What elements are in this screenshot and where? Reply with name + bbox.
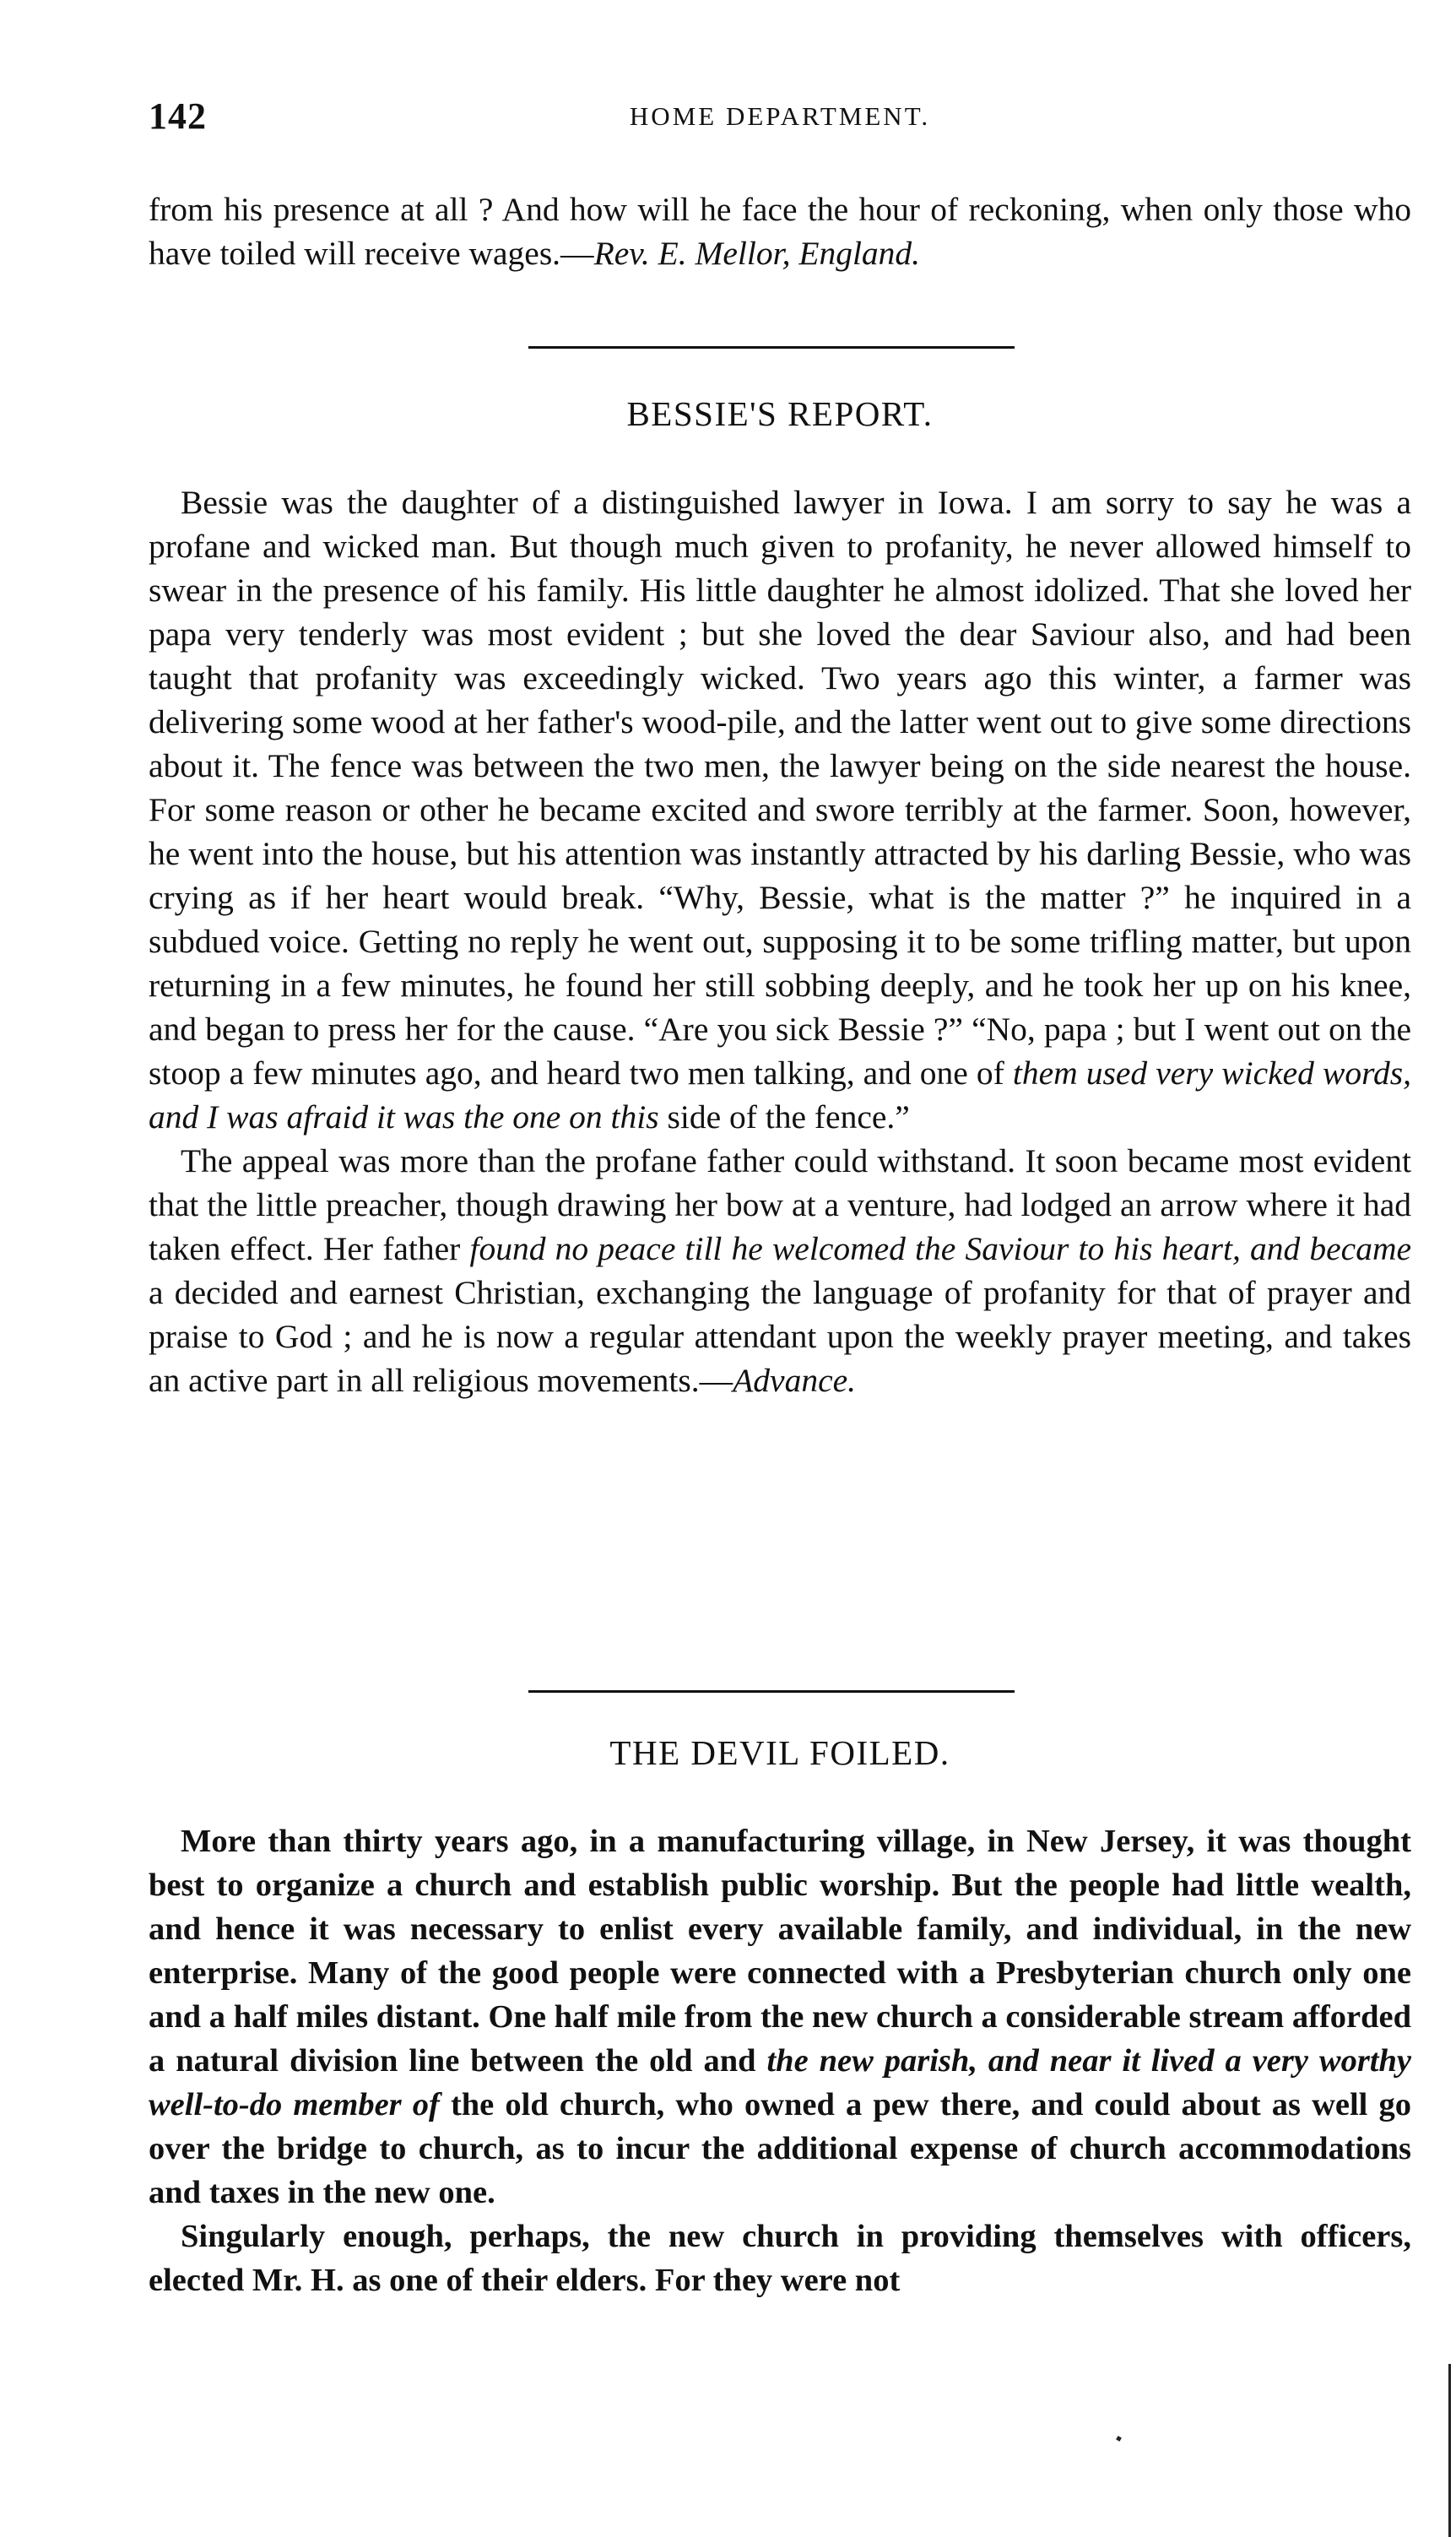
ink-speck: [1116, 2436, 1122, 2442]
paragraph-text: The appeal was more than the profane father could withstand. It soon became most evident that the little preacher, though drawing her bow at a venture, had lodged an arrow where it had taken effect. Her father: [149, 1142, 1411, 1267]
article-paragraph: Singularly enough, perhaps, the new church in providing themselves with officers, elected Mr. H. as one of their elders. For they were not: [149, 2219, 1411, 2298]
article-title: BESSIE'S REPORT.: [626, 394, 934, 433]
paragraph-text-end: a decided and earnest Christian, exchanging the language of profanity for that of prayer and praise to God ; and he is now a regular attendant upon the weekly prayer meeting, and takes an active part in all religious movements.—: [149, 1274, 1411, 1399]
paragraph-text-end: side of the fence.”: [667, 1098, 910, 1136]
paragraph-text: Bessie was the daughter of a distinguished lawyer in Iowa. I am sorry to say he was a profane and wicked man. But though much given to profanity, he never allowed himself to swear in the presence of his family. His little daughter he almost idolized. That she loved her papa very tenderly was most evident ; but she loved the dear Saviour also, and had been taught that profanity was exceedingly wicked. Two years ago this winter, a farmer was delivering some wood at her father's wood-pile, and the latter went out to give some directions about it. The fence was between the two men, the lawyer being on the side nearest the house. For some reason or other he became excited and swore terribly at the farmer. Soon, however, he went into the house, but his attention was instantly attracted by his darling Bessie, who was crying as if her heart would break. “Why, Bessie, what is the matter ?” he inquired in a subdued voice. Getting no reply he went out, supposing it to be some trifling matter, but upon returning in a few minutes, he found her still sobbing deeply, and he took her up on his knee, and began to press her for the cause. “Are you sick Bessie ?” “No, papa ; but I went out on the stoop a few minutes ago, and heard two men talking, and one of: [149, 484, 1411, 1092]
italic-text: the new parish, and near it lived a very worthy well-to-do member of: [149, 2043, 1412, 2122]
italic-text: them used very wicked words, and I was afraid it was the one on this: [149, 1054, 1411, 1136]
page-header: [149, 95, 1411, 145]
italic-text: found no peace till he welcomed the Saviour to his heart, and became: [469, 1230, 1412, 1267]
continuation-paragraph: [149, 187, 1411, 275]
running-head: HOME DEPARTMENT.: [629, 101, 931, 131]
continuation-body: from his presence at all ? And how will he face the hour of reckoning, when only those who have toiled will receive wages.—: [149, 191, 1411, 272]
article-paragraph: [149, 480, 1411, 1139]
continuation-text: [149, 187, 1411, 275]
article-paragraph: [149, 1819, 1411, 2214]
article-citation: Advance.: [733, 1362, 857, 1399]
section-divider: [528, 346, 1015, 349]
section-divider: [528, 1690, 1015, 1693]
article-paragraph: [149, 1139, 1411, 1402]
article-title: THE DEVIL FOILED.: [609, 1733, 950, 1772]
article-bessies-report: [149, 393, 1411, 1402]
paragraph-text-end: the old church, who owned a pew there, and could about as well go over the bridge to church, as to incur the additional expense of church accommodations and taxes in the new one.: [149, 2087, 1411, 2210]
paragraph-text: More than thirty years ago, in a manufacturing village, in New Jersey, it was thought best to organize a church and establish public worship. But the people had little wealth, and hence it was necessary to enlist every available family, and individual, in the new enterprise. Many of the good people were connected with a Presbyterian church only one and a half miles distant. One half mile from the new church a considerable stream afforded a natural division line between the old and: [149, 1824, 1411, 2079]
page-edge-line: [1448, 2364, 1451, 2537]
page-number: 142: [149, 95, 207, 137]
continuation-citation: Rev. E. Mellor, England.: [593, 235, 921, 272]
article-devil-foiled: [149, 1732, 1411, 2302]
